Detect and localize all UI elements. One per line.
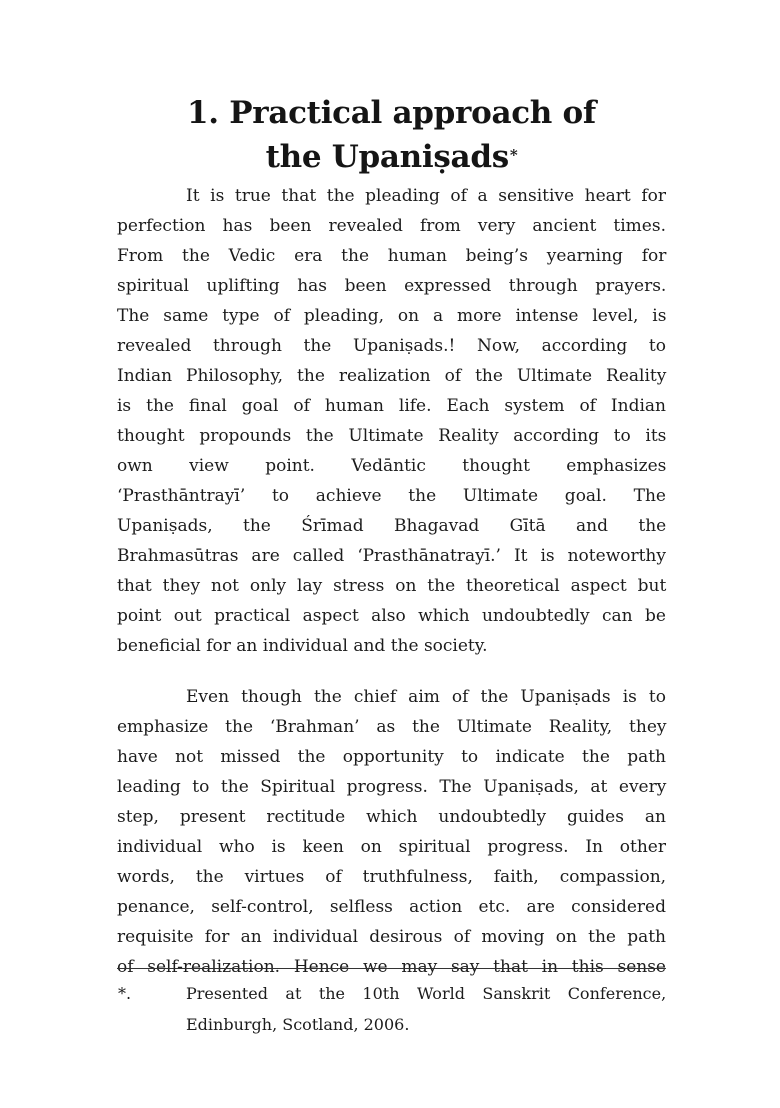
text-line: step, present rectitude which undoubtedly guides an — [117, 807, 666, 827]
text-line: is the final goal of human life. Each system of Indian — [117, 396, 666, 416]
text-line: that they not only lay stress on the theoretical aspect but — [117, 576, 667, 596]
text-line: penance, self-control, selfless action etc. are considered — [117, 897, 666, 917]
text-line: From the Vedic era the human being’s yearning for — [117, 246, 667, 266]
text-line: thought propounds the Ultimate Reality according to its — [117, 426, 667, 446]
text-line: spiritual uplifting has been expressed through prayers. — [117, 276, 667, 296]
chapter-title-line-2 — [117, 135, 666, 179]
text-line: Upaniṣads, the Śrīmad Bhagavad Gītā and the — [117, 516, 667, 536]
chapter-title-line-2-text: the Upaniṣads — [265, 138, 509, 175]
text-line: words, the virtues of truthfulness, faith, compassion, — [117, 867, 667, 887]
title-footnote-marker: * — [509, 145, 518, 164]
chapter-title — [117, 91, 666, 179]
footnote-text — [186, 978, 666, 1040]
text-line: point out practical aspect also which undoubtedly can be — [117, 606, 666, 626]
paragraph-2 — [117, 682, 666, 982]
text-line: of self-realization. Hence we may say that in this sense — [117, 957, 666, 977]
footnote-line-2: Edinburgh, Scotland, 2006. — [186, 1015, 410, 1034]
chapter-body — [117, 181, 666, 982]
text-line: emphasize the ‘Brahman’ as the Ultimate Reality, they — [117, 717, 667, 737]
text-line: requisite for an individual desirous of moving on the path — [117, 927, 666, 947]
footnote-marker: *. — [118, 984, 132, 1003]
footnote — [117, 978, 666, 1040]
text-line: Brahmasūtras are called ‘Prasthānatrayī.’ It is noteworthy — [117, 546, 666, 566]
footnote-divider — [117, 968, 666, 969]
paragraph-1 — [117, 181, 666, 661]
footnote-line-1: Presented at the 10th World Sanskrit Conference, — [186, 984, 667, 1003]
chapter-title-line-1: 1. Practical approach of — [187, 94, 596, 131]
text-line: beneficial for an individual and the society. — [117, 636, 488, 656]
text-line: individual who is keen on spiritual progress. In other — [117, 837, 666, 857]
text-line: The same type of pleading, on a more intense level, is — [117, 306, 667, 326]
text-line: Indian Philosophy, the realization of the Ultimate Reality — [117, 366, 667, 386]
text-line: ‘Prasthāntrayī’ to achieve the Ultimate goal. The — [117, 486, 666, 506]
text-line: It is true that the pleading of a sensitive heart for — [186, 186, 666, 206]
text-line: leading to the Spiritual progress. The Upaniṣads, at every — [117, 777, 667, 797]
text-line: revealed through the Upaniṣads.! Now, according to — [117, 336, 666, 356]
text-line: have not missed the opportunity to indicate the path — [117, 747, 666, 767]
text-line: Even though the chief aim of the Upaniṣads is to — [186, 687, 666, 707]
text-line: own view point. Vedāntic thought emphasizes — [117, 456, 667, 476]
text-line: perfection has been revealed from very ancient times. — [117, 216, 666, 236]
